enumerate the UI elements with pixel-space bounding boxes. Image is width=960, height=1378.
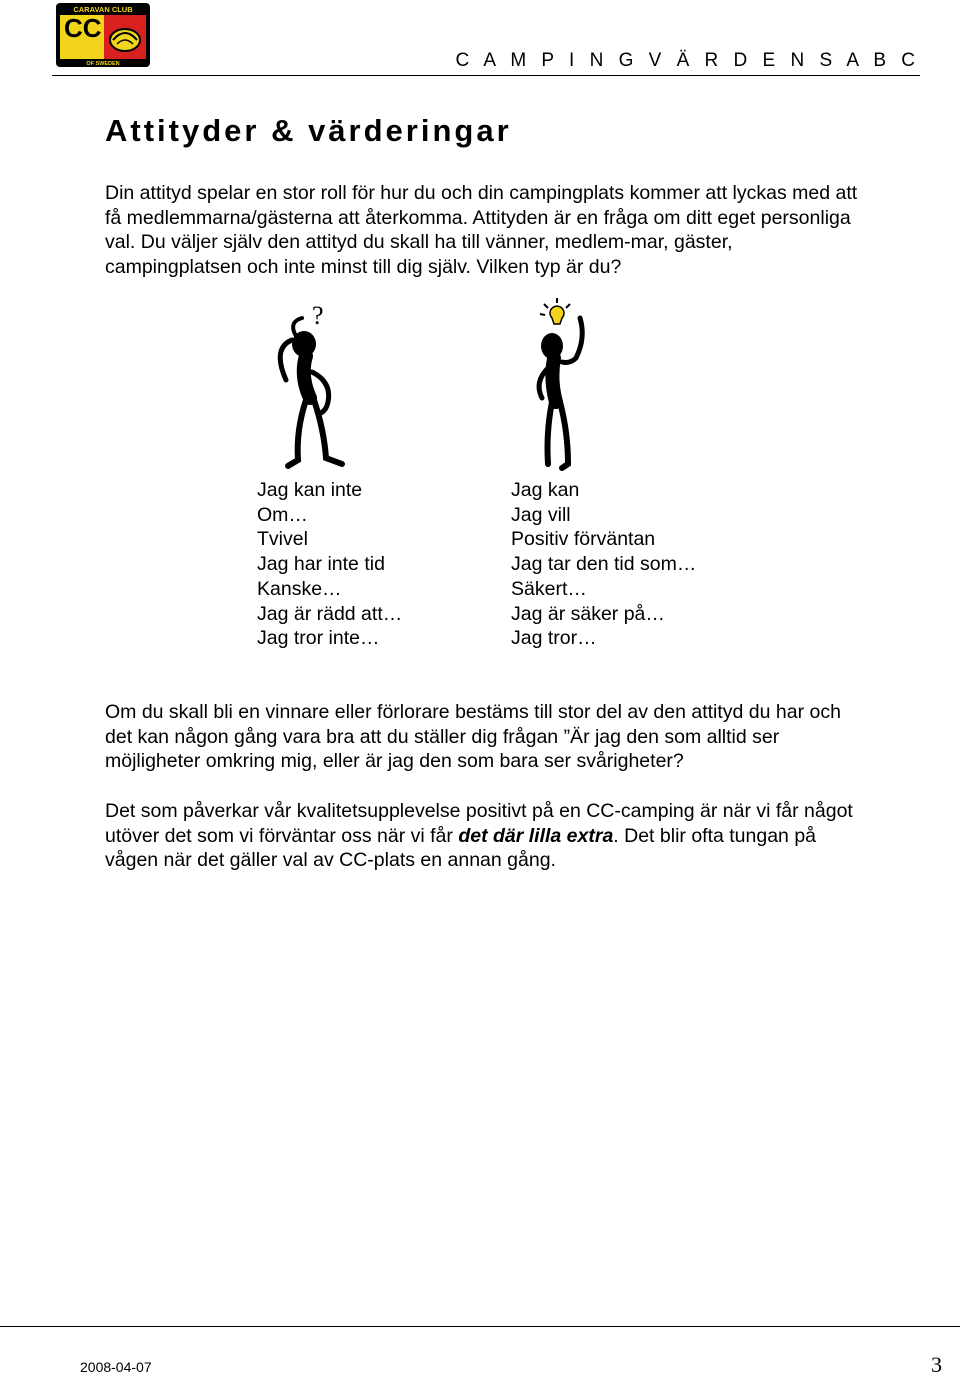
negative-attitude-list: [257, 478, 402, 651]
list-item: Jag tror inte…: [257, 627, 380, 650]
list-item: Jag har inte tid: [257, 553, 385, 576]
list-item: Kanske…: [257, 577, 342, 600]
list-item: Jag kan inte: [257, 479, 363, 501]
page-number: 3: [931, 1352, 942, 1377]
header-divider: [52, 75, 920, 76]
list-item: Jag tror…: [511, 627, 597, 650]
page-title: Attityder & värderingar: [105, 113, 512, 148]
emphasis-text: det där lilla extra: [458, 824, 614, 847]
list-item: Tvivel: [257, 528, 308, 551]
logo-top-text: CARAVAN CLUB: [73, 5, 133, 14]
list-item: Jag är säker på…: [511, 602, 665, 625]
logo-letters: CC: [64, 13, 102, 43]
list-item: Jag vill: [511, 503, 571, 526]
question-mark: ?: [312, 301, 324, 330]
footer-date: 2008-04-07: [80, 1359, 152, 1375]
list-item: Jag är rädd att…: [257, 602, 403, 625]
logo-bottom-text: OF SWEDEN: [86, 61, 120, 67]
quality-text-end: . Det blir ofta tungan på vågen när det gäller val av CC-plats en annan gång.: [105, 824, 817, 872]
list-item: Jag kan: [511, 479, 580, 501]
quality-paragraph: [105, 799, 865, 873]
list-item: Jag tar den tid som…: [511, 553, 697, 576]
winner-paragraph: Om du skall bli en vinnare eller förlorare bestäms till stor del av den attityd du har och det kan någon gång vara bra att du ställer dig frågan ”Är jag den som alltid ser möjligheter omkring mig, eller är jag den som bara ser svårigheter?: [105, 701, 841, 773]
list-item: Positiv förväntan: [511, 528, 656, 551]
positive-attitude-list: [511, 478, 696, 651]
intro-paragraph: Din attityd spelar en stor roll för hur du och din campingplats kommer att lyckas med att få medlemmarna/gästerna att återkomma. Attityden är en fråga om ditt eget personliga val. Du väljer själv den attityd du skall ha till vänner, medlem-mar, gäster, campingplatsen och inte minst till dig själv. Vilken typ är du?: [105, 182, 858, 278]
idea-figure-illustration: [528, 294, 598, 474]
footer-divider: [0, 1326, 960, 1327]
quality-text-start: Det som påverkar vår kvalitetsupplevelse positivt på en CC-camping är när vi får något utöver det som vi förväntar oss när vi får: [105, 800, 853, 847]
header-title: C A M P I N G V Ä R D E N S A B C: [455, 50, 920, 71]
list-item: Säkert…: [511, 577, 587, 600]
doubting-figure-illustration: [266, 300, 356, 472]
list-item: Om…: [257, 503, 308, 526]
caravan-club-logo: [55, 2, 151, 68]
